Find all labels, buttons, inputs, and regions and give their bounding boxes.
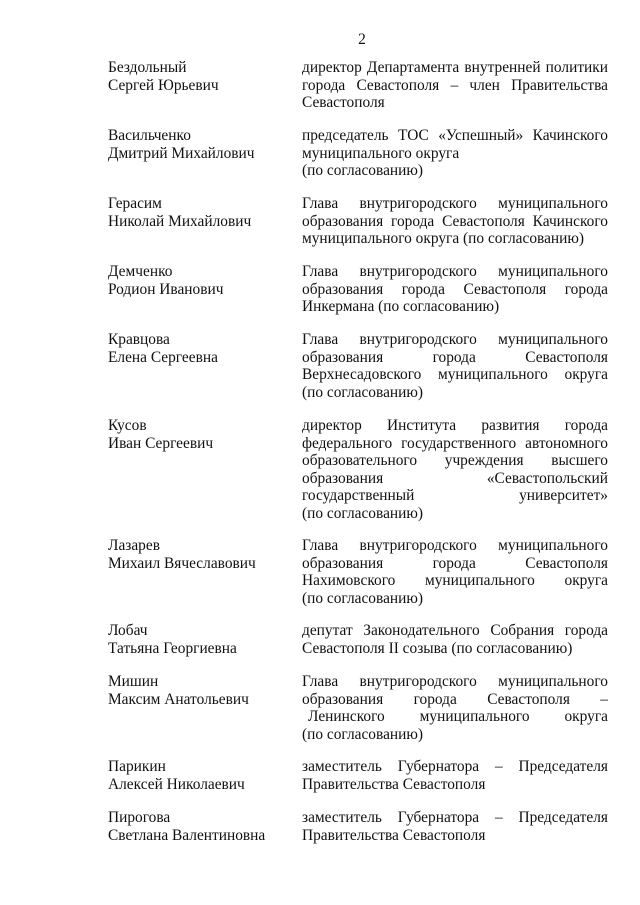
position-line: Глава внутригородского муниципального xyxy=(302,331,608,348)
member-position xyxy=(302,809,608,844)
position-line: образования города Севастополя – xyxy=(302,690,608,708)
position-line: Ленинского муниципального округа xyxy=(308,708,608,725)
member-name xyxy=(108,537,293,572)
position-line: города Севастополя – член Правительства xyxy=(302,76,608,94)
position-line: Севастополя xyxy=(302,94,385,111)
member-name xyxy=(108,263,293,298)
position-line: образовательного учреждения высшего xyxy=(302,452,608,469)
position-line: государственный университет» xyxy=(302,487,608,504)
member-surname: Демченко xyxy=(108,263,173,280)
member-given-names: Родион Иванович xyxy=(108,280,224,298)
position-line: (по согласованию) xyxy=(302,725,423,743)
member-surname: Пирогова xyxy=(108,809,171,826)
member-name xyxy=(108,809,293,844)
position-line: (по согласованию) xyxy=(302,162,423,179)
member-surname: Герасим xyxy=(108,195,162,212)
member-surname: Лазарев xyxy=(108,537,160,554)
member-name xyxy=(108,59,293,94)
position-line: председатель ТОС «Успешный» Качинского xyxy=(302,127,608,144)
member-name xyxy=(108,758,293,793)
position-line: образования города Севастополя города xyxy=(302,280,608,298)
position-line: депутат Законодательного Собрания города xyxy=(302,622,608,639)
member-given-names: Николай Михайлович xyxy=(108,212,252,230)
position-line: Глава внутригородского муниципального xyxy=(302,263,608,280)
position-line: образования города Севастополя Качинского xyxy=(302,212,608,230)
member-given-names: Сергей Юрьевич xyxy=(108,76,219,94)
position-line: федерального государственного автономного xyxy=(302,434,608,452)
position-line: директор Департамента внутренней политики xyxy=(302,59,608,76)
position-line: Глава внутригородского муниципального xyxy=(302,537,608,554)
member-position xyxy=(302,59,608,112)
member-position xyxy=(302,417,608,522)
position-line: Нахимовского муниципального округа xyxy=(302,572,608,589)
position-line: (по согласованию) xyxy=(302,589,423,607)
member-given-names: Светлана Валентиновна xyxy=(108,826,266,844)
member-given-names: Елена Сергеевна xyxy=(108,348,218,366)
member-given-names: Татьяна Георгиевна xyxy=(108,639,237,657)
position-line: образования «Севастопольский xyxy=(302,469,608,487)
member-surname: Лобач xyxy=(108,622,148,639)
member-position xyxy=(302,758,608,793)
member-surname: Кусов xyxy=(108,417,147,434)
member-surname: Бездольный xyxy=(108,59,187,76)
position-line: муниципального округа xyxy=(302,144,460,162)
member-surname: Кравцова xyxy=(108,331,170,348)
member-position xyxy=(302,263,608,316)
position-line: (по согласованию) xyxy=(302,383,423,401)
position-line: муниципального округа (по согласованию) xyxy=(302,230,585,247)
position-line: образования города Севастополя xyxy=(302,554,608,572)
position-line: директор Института развития города xyxy=(302,417,608,434)
member-surname: Мишин xyxy=(108,673,159,690)
member-given-names: Максим Анатольевич xyxy=(108,690,249,708)
member-position xyxy=(302,195,608,248)
member-name xyxy=(108,195,293,230)
position-line: (по согласованию) xyxy=(302,504,423,522)
position-line: Глава внутригородского муниципального xyxy=(302,673,608,690)
member-name xyxy=(108,127,293,162)
position-line: Верхнесадовского муниципального округа xyxy=(302,366,608,383)
position-line: образования города Севастополя xyxy=(302,348,608,366)
position-line: Правительства Севастополя xyxy=(302,826,486,844)
member-given-names: Дмитрий Михайлович xyxy=(108,144,255,162)
position-line: Глава внутригородского муниципального xyxy=(302,195,608,212)
member-given-names: Иван Сергеевич xyxy=(108,434,214,452)
member-name xyxy=(108,331,293,366)
member-given-names: Михаил Вячеславович xyxy=(108,554,256,572)
member-position xyxy=(302,537,608,607)
member-surname: Васильченко xyxy=(108,127,191,144)
member-position xyxy=(302,127,608,180)
position-line: Севастополя II созыва (по согласованию) xyxy=(302,639,573,657)
position-line: заместитель Губернатора – Председателя xyxy=(302,809,608,826)
member-given-names: Алексей Николаевич xyxy=(108,775,245,793)
page-number: 2 xyxy=(358,31,366,48)
member-name xyxy=(108,673,293,708)
member-surname: Парикин xyxy=(108,758,166,775)
member-name xyxy=(108,417,293,452)
member-position xyxy=(302,331,608,401)
position-line: Правительства Севастополя xyxy=(302,775,486,793)
member-position xyxy=(302,622,608,657)
member-position xyxy=(302,673,608,743)
member-name xyxy=(108,622,293,657)
position-line: Инкермана (по согласованию) xyxy=(302,298,500,315)
position-line: заместитель Губернатора – Председателя xyxy=(302,758,608,775)
